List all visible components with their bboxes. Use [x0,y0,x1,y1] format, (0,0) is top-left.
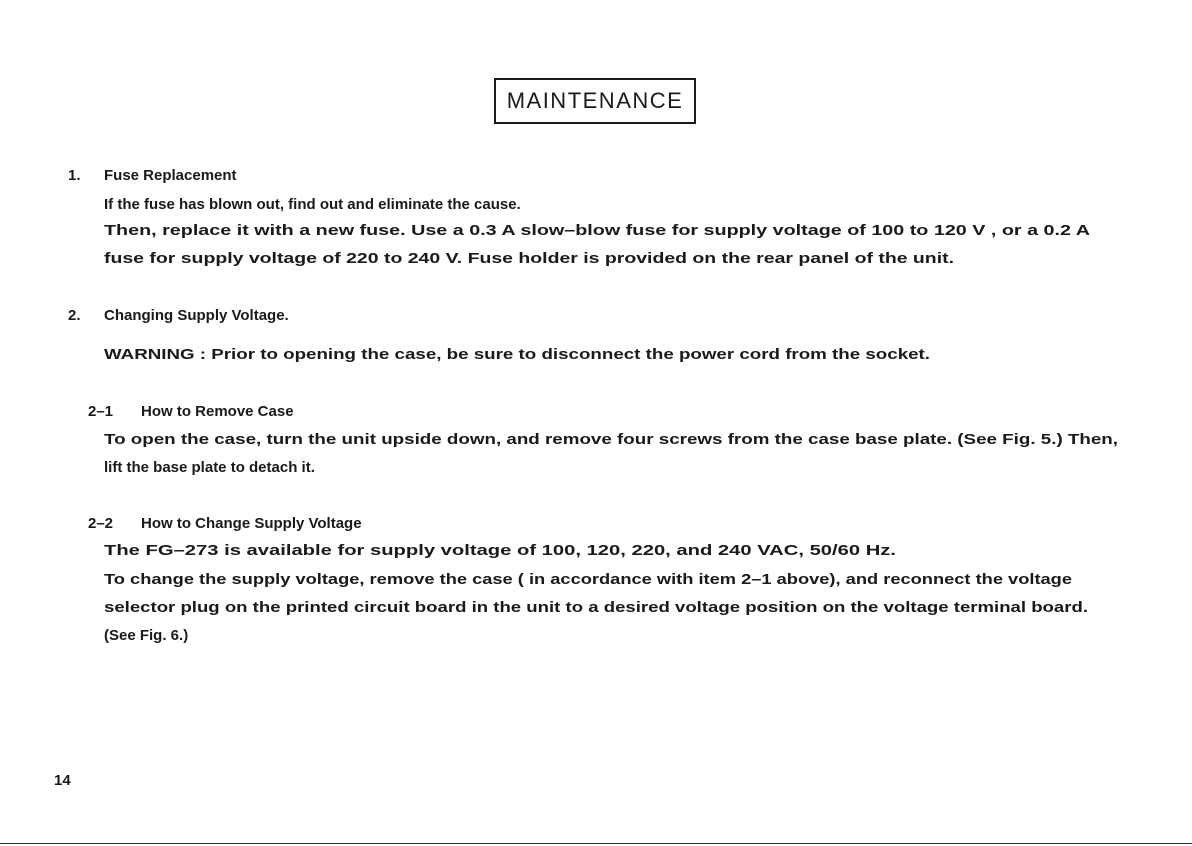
page-number: 14 [54,772,71,789]
subsection-2-2-number: 2–2 [88,515,114,532]
warning-text: WARNING : Prior to opening the case, be sure to disconnect the power cord from the socket. [104,346,931,363]
section-1-heading: Fuse Replacement [104,167,237,184]
bottom-divider [0,843,1192,844]
section-1-line-2: Then, replace it with a new fuse. Use a 0.3 A slow–blow fuse for supply voltage of 100 to 120 V , or a 0.2 A [104,222,1090,239]
section-1-number: 1. [68,167,81,184]
section-1-line-3: fuse for supply voltage of 220 to 240 V. Fuse holder is provided on the rear panel of the unit. [104,250,954,267]
subsection-2-1-line-1: To open the case, turn the unit upside down, and remove four screws from the case base plate. (See Fig. 5.) Then, [104,431,1118,448]
section-1-line-1: If the fuse has blown out, find out and eliminate the cause. [104,196,521,213]
subsection-2-2-heading: How to Change Supply Voltage [141,515,362,532]
subsection-2-2-line-2: To change the supply voltage, remove the case ( in accordance with item 2–1 above), and reconnect the voltage [104,571,1072,588]
subsection-2-2-line-3: selector plug on the printed circuit board in the unit to a desired voltage position on the voltage terminal board. [104,599,1088,616]
section-2-heading: Changing Supply Voltage. [104,307,289,324]
page-title: MAINTENANCE [494,78,696,124]
subsection-2-2-line-1: The FG–273 is available for supply voltage of 100, 120, 220, and 240 VAC, 50/60 Hz. [104,542,896,559]
section-2-number: 2. [68,307,81,324]
subsection-2-2-line-4: (See Fig. 6.) [104,627,189,644]
subsection-2-1-line-2: lift the base plate to detach it. [104,459,315,476]
subsection-2-1-heading: How to Remove Case [141,403,294,420]
subsection-2-1-number: 2–1 [88,403,114,420]
